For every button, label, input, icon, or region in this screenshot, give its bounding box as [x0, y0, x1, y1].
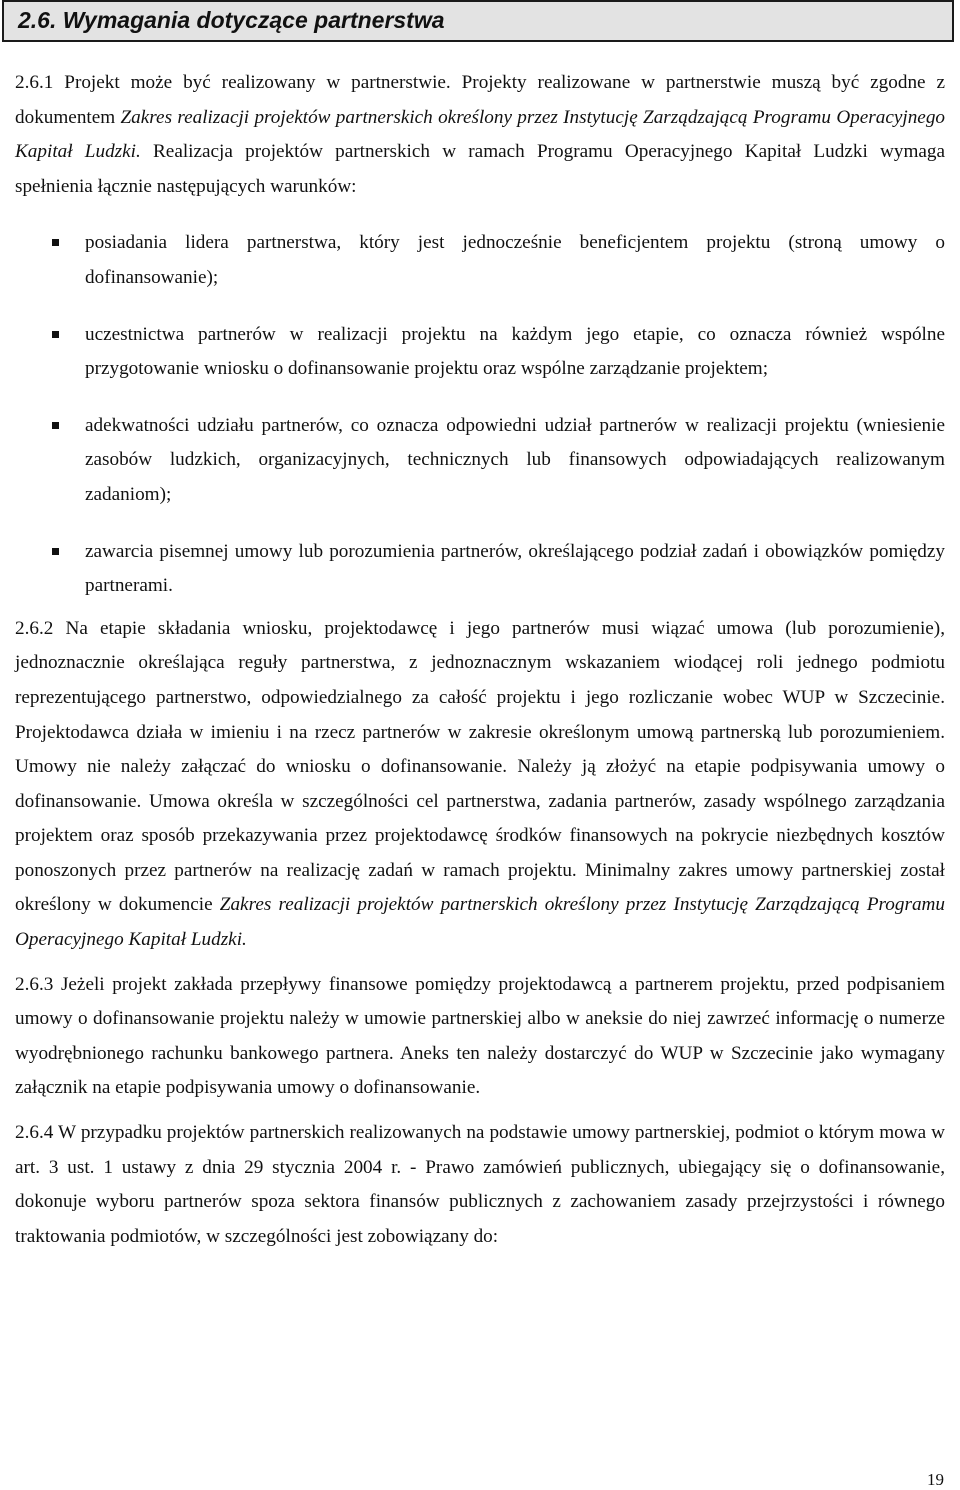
- list-item-text: adekwatności udziału partnerów, co oznacza odpowiedni udział partnerów w realizacji projektu (wniesienie zasobów ludzkich, organizacyjnych, technicznych lub finansowych odpowiadających realizowanym zadaniom);: [85, 414, 945, 505]
- list-item: [15, 409, 945, 513]
- section-heading-box: [2, 0, 954, 42]
- paragraph-2-6-2-text: 2.6.2 Na etapie składania wniosku, projektodawcę i jego partnerów musi wiązać umowa (lub porozumienie), jednoznacznie określająca reguły partnerstwa, z jednoznacznym wskazaniem wiodącej roli jednego podmiotu reprezentującego partnerstwo, odpowiedzialnego za całość projektu i jego rozliczanie wobec WUP w Szczecinie. Projektodawca działa w imieniu i na rzecz partnerów w zakresie określonym umową partnerską lub porozumieniem. Umowy nie należy załączać do wniosku o dofinansowanie. Należy ją złożyć na etapie podpisywania umowy o dofinansowanie. Umowa określa w szczególności cel partnerstwa, zadania partnerów, zasady wspólnego zarządzania projektem oraz sposób przekazywania przez projektodawcę środków finansowych na pokrycie niezbędnych kosztów ponoszonych przez partnerów na realizację zadań w ramach projektu. Minimalny zakres umowy partnerskiej został określony w dokumencie: [15, 617, 945, 916]
- conditions-list: [15, 226, 945, 603]
- section-heading: 2.6. Wymagania dotyczące partnerstwa: [18, 7, 445, 33]
- paragraph-2-6-1-intro-a: Projekt może być realizowany w partnerstwie. Projekty realizowane w partnerstwie muszą być zgodne z dokumentem: [15, 72, 945, 128]
- list-item: [15, 318, 945, 387]
- list-item: [15, 535, 945, 604]
- paragraph-2-6-2-doc-title: Zakres realizacji projektów partnerskich określony przez Instytucję Zarządzającą Programu Operacyjnego Kapitał Ludzki.: [15, 894, 945, 951]
- list-item-text: zawarcia pisemnej umowy lub porozumienia partnerów, określającego podział zadań i obowiązków pomiędzy partnerami.: [85, 540, 945, 597]
- paragraph-2-6-1: [15, 66, 945, 204]
- square-bullet-icon: [52, 331, 59, 338]
- list-item-text: uczestnictwa partnerów w realizacji projektu na każdym jego etapie, co oznacza również wspólne przygotowanie wniosku o dofinansowanie projektu oraz wspólne zarządzanie projektem;: [85, 323, 945, 380]
- square-bullet-icon: [52, 239, 59, 246]
- section-number-2-6-1: 2.6.1: [15, 72, 54, 93]
- list-item: [15, 226, 945, 295]
- document-body: [15, 66, 945, 1254]
- paragraph-2-6-2: [15, 612, 945, 958]
- paragraph-2-6-1-doc-title: Zakres realizacji projektów partnerskich określony przez Instytucję Zarządzającą Programu Operacyjnego Kapitał Ludzki.: [15, 106, 946, 163]
- paragraph-2-6-4: 2.6.4 W przypadku projektów partnerskich realizowanych na podstawie umowy partnerskiej, podmiot o którym mowa w art. 3 ust. 1 ustawy z dnia 29 stycznia 2004 r. - Prawo zamówień publicznych, ubiegający się o dofinansowanie, dokonuje wyboru partnerów spoza sektora finansów publicznych z zachowaniem zasady przejrzystości i równego traktowania podmiotów, w szczególności jest zobowiązany do:: [15, 1122, 945, 1247]
- list-item-text: posiadania lidera partnerstwa, który jest jednocześnie beneficjentem projektu (stroną umowy o dofinansowanie);: [85, 232, 945, 288]
- square-bullet-icon: [52, 548, 59, 555]
- paragraph-2-6-1-intro-b: Realizacja projektów partnerskich w ramach Programu Operacyjnego Kapitał Ludzki wymaga spełnienia łącznie następujących warunków:: [15, 141, 945, 197]
- paragraph-2-6-3: 2.6.3 Jeżeli projekt zakłada przepływy finansowe pomiędzy projektodawcą a partnerem projektu, przed podpisaniem umowy o dofinansowanie projektu należy w umowie partnerskiej albo w aneksie do niej zawrzeć informację o numerze wyodrębnionego rachunku bankowego partnera. Aneks ten należy dostarczyć do WUP w Szczecinie jako wymagany załącznik na etapie podpisywania umowy o dofinansowanie.: [15, 973, 945, 1099]
- square-bullet-icon: [52, 422, 59, 429]
- page-number: 19: [927, 1470, 944, 1489]
